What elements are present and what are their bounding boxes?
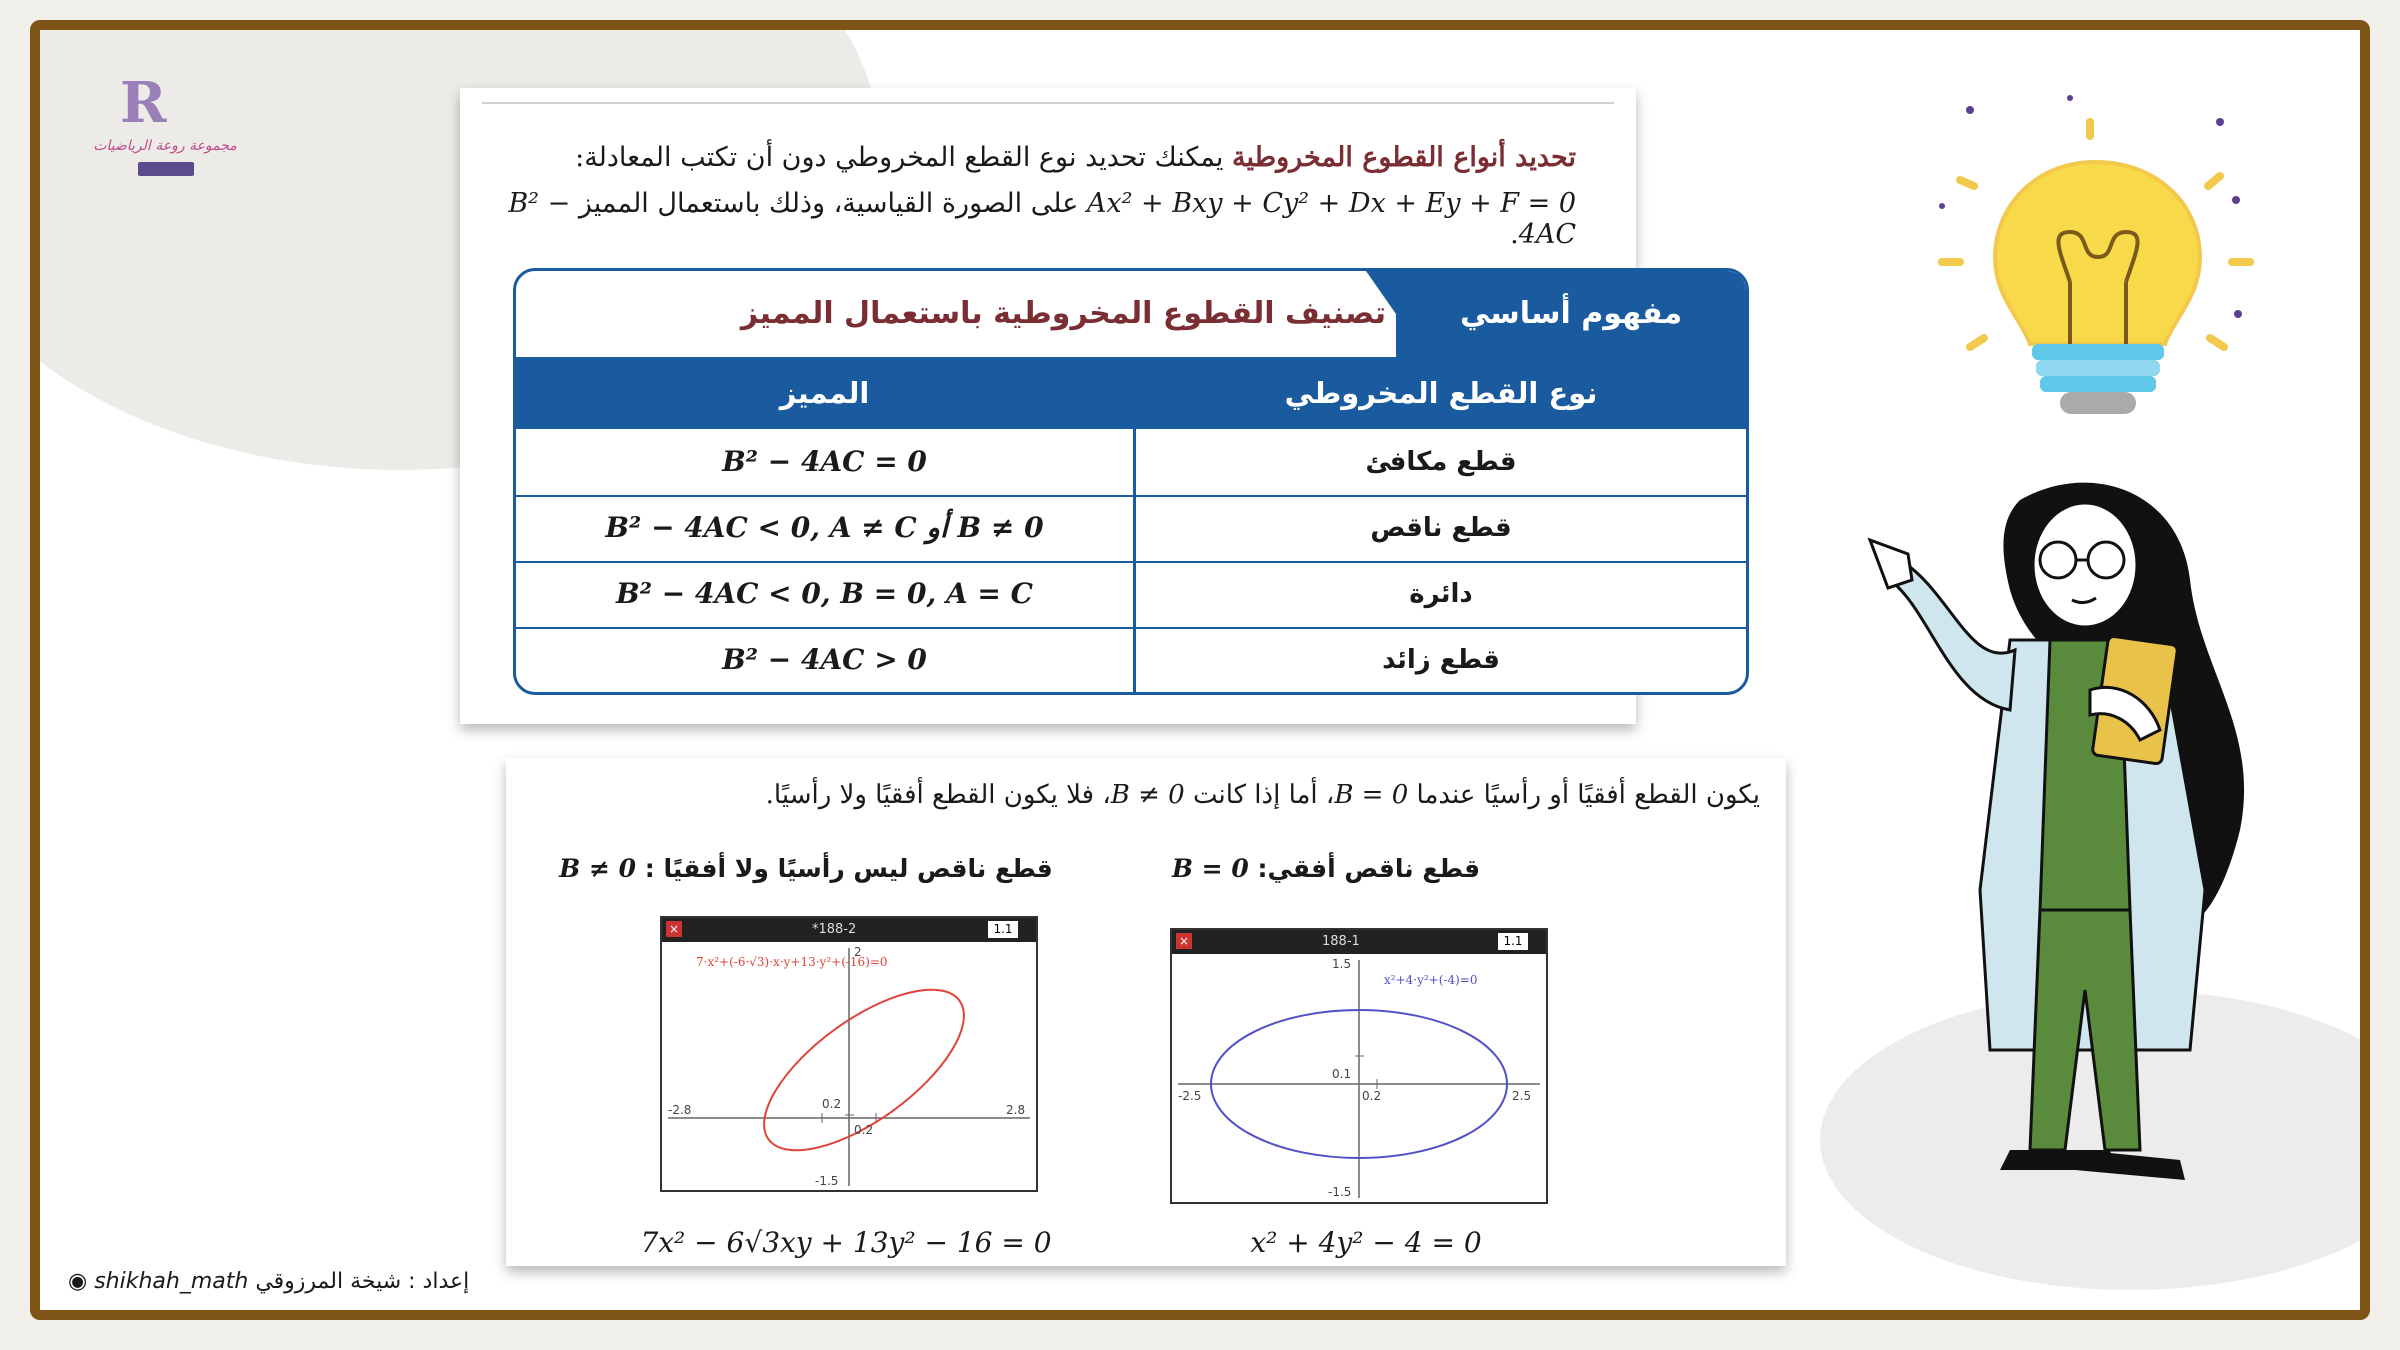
cell-discriminant: B² − 4AC = 0 bbox=[722, 445, 927, 478]
example-text-3: ، فلا يكون القطع أفقيًا ولا رأسيًا. bbox=[765, 780, 1111, 810]
calculator-title: 188-1 bbox=[1322, 934, 1360, 949]
x-min-label: -2.5 bbox=[1178, 1089, 1202, 1103]
table-row bbox=[516, 429, 1746, 497]
logo-badge bbox=[138, 162, 194, 176]
x-max-label: 2.8 bbox=[1006, 1103, 1026, 1117]
example-panel bbox=[506, 758, 1786, 1266]
logo-text: مجموعة روعة الرياضيات bbox=[93, 138, 237, 154]
concept-box bbox=[513, 268, 1749, 695]
intro-highlight: تحديد أنواع القطوع المخروطية bbox=[1232, 142, 1576, 173]
concept-tag: مفهوم أساسي bbox=[1396, 271, 1746, 357]
social-handle: shikhah_math bbox=[94, 1269, 249, 1294]
cell-type: قطع ناقص bbox=[1370, 513, 1512, 543]
x-max-label: 2.5 bbox=[1512, 1089, 1532, 1103]
lightbulb-icon bbox=[1920, 82, 2280, 442]
cell-type: دائرة bbox=[1409, 579, 1473, 609]
table-row bbox=[516, 495, 1746, 563]
page-number: 1.1 bbox=[1498, 933, 1528, 950]
cell-discriminant: B² − 4AC > 0 bbox=[722, 643, 927, 676]
intro-text: يمكنك تحديد نوع القطع المخروطي دون أن تكتب المعادلة: bbox=[575, 142, 1224, 173]
cell-discriminant: B² − 4AC < 0, A ≠ C أو B ≠ 0 bbox=[605, 511, 1044, 544]
author-credit: إعداد : شيخة المرزوقي bbox=[255, 1269, 470, 1294]
slide-frame bbox=[30, 20, 2370, 1320]
table-row bbox=[516, 627, 1746, 693]
column-divider bbox=[1133, 357, 1136, 695]
page-number: 1.1 bbox=[988, 921, 1018, 938]
x-tick-label: 0.2 bbox=[1362, 1089, 1382, 1103]
graph-right bbox=[1172, 954, 1546, 1202]
ellipse-curve bbox=[739, 960, 989, 1180]
calculator-title: *188-2 bbox=[812, 922, 857, 937]
divider bbox=[482, 102, 1614, 104]
intro-line-1 bbox=[466, 142, 1576, 173]
header-discriminant: المميز bbox=[779, 376, 870, 410]
y-tick-label: 0.2 bbox=[822, 1097, 842, 1111]
calculator-screen-right bbox=[1170, 928, 1548, 1204]
graph-left bbox=[662, 942, 1036, 1190]
left-equation: 7x² − 6√3xy + 13y² − 16 = 0 bbox=[640, 1226, 1052, 1259]
y-max-label: 1.5 bbox=[1332, 957, 1352, 971]
x-min-label: -2.8 bbox=[668, 1103, 692, 1117]
left-heading-text: قطع ناقص ليس رأسيًا ولا أفقيًا : bbox=[644, 854, 1053, 883]
instagram-icon: ◉ bbox=[68, 1269, 88, 1294]
logo-mark: R bbox=[120, 70, 167, 136]
example-text bbox=[530, 780, 1760, 810]
cell-discriminant: B² − 4AC < 0, B = 0, A = C bbox=[616, 577, 1033, 610]
header-type: نوع القطع المخروطي bbox=[1284, 376, 1598, 410]
x-tick-label: 0.2 bbox=[854, 1123, 874, 1137]
calculator-titlebar bbox=[1172, 930, 1546, 954]
discriminant-expression: B² − 4AC bbox=[508, 188, 1576, 250]
right-heading-text: قطع ناقص أفقي: bbox=[1257, 854, 1481, 883]
example-text-2: ، أما إذا كانت bbox=[1192, 780, 1335, 810]
cell-type: قطع مكافئ bbox=[1365, 447, 1517, 477]
right-equation: x² + 4y² − 4 = 0 bbox=[1250, 1226, 1482, 1259]
teacher-illustration bbox=[1860, 470, 2280, 1190]
close-icon: × bbox=[666, 921, 682, 937]
concept-banner bbox=[516, 271, 1746, 360]
credit-footer bbox=[68, 1262, 469, 1302]
left-heading-condition: B ≠ 0 bbox=[559, 854, 637, 883]
y-max-label: 2 bbox=[854, 945, 862, 959]
left-heading bbox=[546, 854, 1066, 883]
y-tick-label: 0.1 bbox=[1332, 1067, 1352, 1081]
y-min-label: -1.5 bbox=[815, 1174, 839, 1188]
y-min-label: -1.5 bbox=[1328, 1185, 1352, 1199]
logo bbox=[90, 70, 240, 190]
calculator-screen-left bbox=[660, 916, 1038, 1192]
intro-text-2: على الصورة القياسية، وذلك باستعمال المميز bbox=[578, 188, 1079, 219]
cell-type: قطع زائد bbox=[1382, 645, 1500, 675]
condition-b-zero: B = 0 bbox=[1334, 780, 1409, 810]
condition-b-nonzero: B ≠ 0 bbox=[1110, 780, 1185, 810]
intro-line-2: Ax² + Bxy + Cy² + Dx + Ey + F = 0 على الصورة القياسية، وذلك باستعمال المميز B² − 4AC. bbox=[508, 188, 1576, 250]
right-heading bbox=[1146, 854, 1506, 883]
curve-label: x²+4·y²+(-4)=0 bbox=[1384, 973, 1478, 987]
curve-label: 7·x²+(-6·√3)·x·y+13·y²+(-16)=0 bbox=[696, 955, 888, 969]
example-text-1: يكون القطع أفقيًا أو رأسيًا عندما bbox=[1416, 780, 1760, 810]
calculator-titlebar bbox=[662, 918, 1036, 942]
right-heading-condition: B = 0 bbox=[1171, 854, 1249, 883]
close-icon: × bbox=[1176, 933, 1192, 949]
general-equation: Ax² + Bxy + Cy² + Dx + Ey + F = 0 bbox=[1086, 188, 1576, 219]
table-header bbox=[516, 357, 1746, 429]
concept-panel bbox=[460, 88, 1683, 724]
concept-title: تصنيف القطوع المخروطية باستعمال المميز bbox=[740, 296, 1386, 331]
table-row bbox=[516, 561, 1746, 629]
